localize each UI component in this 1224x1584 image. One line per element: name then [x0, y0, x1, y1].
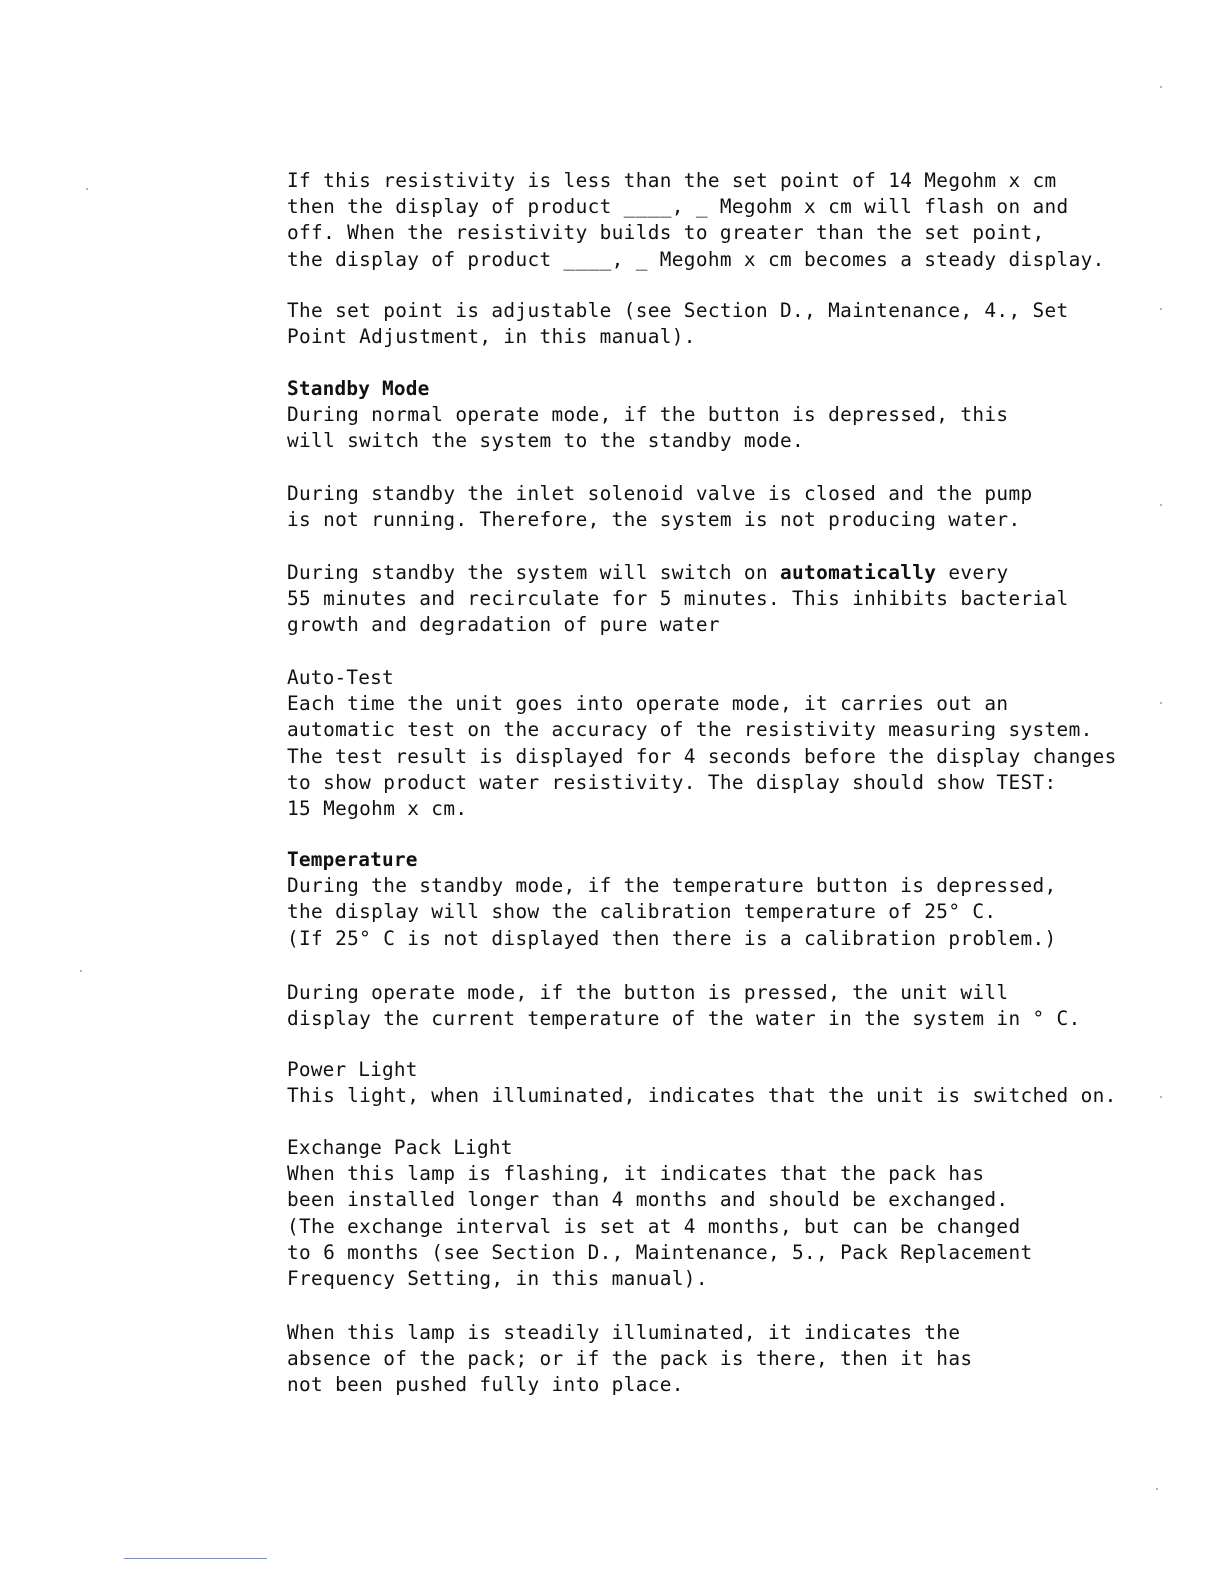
scan-speck	[1160, 308, 1162, 310]
text-line: been installed longer than 4 months and should be exchanged.	[287, 1188, 1009, 1212]
scan-speck	[1160, 86, 1162, 88]
text-line: automatic test on the accuracy of the resistivity measuring system.	[287, 718, 1093, 742]
temperature-paragraph-2	[287, 980, 1081, 1032]
text-line: The set point is adjustable (see Section D., Maintenance, 4., Set	[287, 299, 1069, 322]
text-run: During standby the system will switch on	[287, 561, 780, 584]
standby-section	[287, 376, 1008, 455]
text-line: Each time the unit goes into operate mode, it carries out an	[287, 692, 1009, 716]
exchange-section	[287, 1135, 1033, 1292]
text-line: When this lamp is flashing, it indicates that the pack has	[287, 1162, 985, 1186]
standby-paragraph-3	[287, 560, 1069, 639]
text-line: to show product water resistivity. The display should show TEST:	[287, 770, 1057, 794]
text-line: This light, when illuminated, indicates that the unit is switched on.	[287, 1084, 1117, 1108]
footer-rule	[124, 1558, 267, 1559]
text-line: Point Adjustment, in this manual).	[287, 325, 696, 349]
text-line: not been pushed fully into place.	[287, 1373, 684, 1397]
text-line: 55 minutes and recirculate for 5 minutes. This inhibits bacterial	[287, 587, 1069, 611]
standby-heading: Standby Mode	[287, 377, 430, 400]
scan-speck	[1160, 1096, 1162, 1098]
text-line: display the current temperature of the water in the system in ° C.	[287, 1007, 1081, 1031]
text-line: During the standby mode, if the temperature button is depressed,	[287, 874, 1057, 898]
text-line	[287, 560, 1069, 586]
text-line: (The exchange interval is set at 4 months, but can be changed	[287, 1214, 1021, 1238]
text-line: is not running. Therefore, the system is not producing water.	[287, 508, 1021, 532]
temperature-section	[287, 847, 1057, 952]
scan-speck	[1160, 702, 1162, 704]
scan-speck	[86, 188, 88, 190]
standby-paragraph-2	[287, 481, 1033, 533]
text-line: (If 25° C is not displayed then there is a calibration problem.)	[287, 926, 1057, 950]
text-line: the display of product ____, _ Megohm x cm becomes a steady display.	[287, 247, 1105, 271]
text-line: The test result is displayed for 4 seconds before the display changes	[287, 744, 1117, 768]
text-line: off. When the resistivity builds to greater than the set point,	[287, 221, 1045, 245]
emphasis-automatically: automatically	[780, 561, 937, 584]
text-line: Frequency Setting, in this manual).	[287, 1267, 708, 1291]
text-line: the display will show the calibration temperature of 25° C.	[287, 900, 997, 924]
text-line: During standby the inlet solenoid valve is closed and the pump	[287, 482, 1033, 505]
exchange-paragraph-2	[287, 1320, 972, 1399]
power-heading: Power Light	[287, 1058, 418, 1081]
text-line: will switch the system to the standby mode.	[287, 429, 805, 453]
text-line: When this lamp is steadily illuminated, it indicates the	[287, 1321, 961, 1344]
adjustable-paragraph	[287, 298, 1069, 350]
text-line: During normal operate mode, if the button is depressed, this	[287, 403, 1009, 427]
text-line: 15 Megohm x cm.	[287, 797, 468, 821]
text-line: During operate mode, if the button is pressed, the unit will	[287, 981, 1009, 1004]
scan-speck	[80, 970, 82, 972]
power-section	[287, 1057, 1117, 1109]
text-line: to 6 months (see Section D., Maintenance, 5., Pack Replacement	[287, 1240, 1033, 1264]
autotest-heading: Auto-Test	[287, 666, 394, 689]
text-run: every	[936, 561, 1009, 584]
text-line: then the display of product ____, _ Megohm x cm will flash on and	[287, 195, 1069, 219]
scan-speck	[1156, 1488, 1158, 1490]
setpoint-paragraph	[287, 168, 1105, 273]
temperature-heading: Temperature	[287, 848, 418, 871]
text-line: If this resistivity is less than the set point of 14 Megohm x cm	[287, 169, 1057, 192]
autotest-section	[287, 665, 1117, 822]
text-line: absence of the pack; or if the pack is there, then it has	[287, 1347, 973, 1371]
exchange-heading: Exchange Pack Light	[287, 1136, 513, 1159]
scan-speck	[1160, 504, 1162, 506]
text-line: growth and degradation of pure water	[287, 613, 720, 637]
